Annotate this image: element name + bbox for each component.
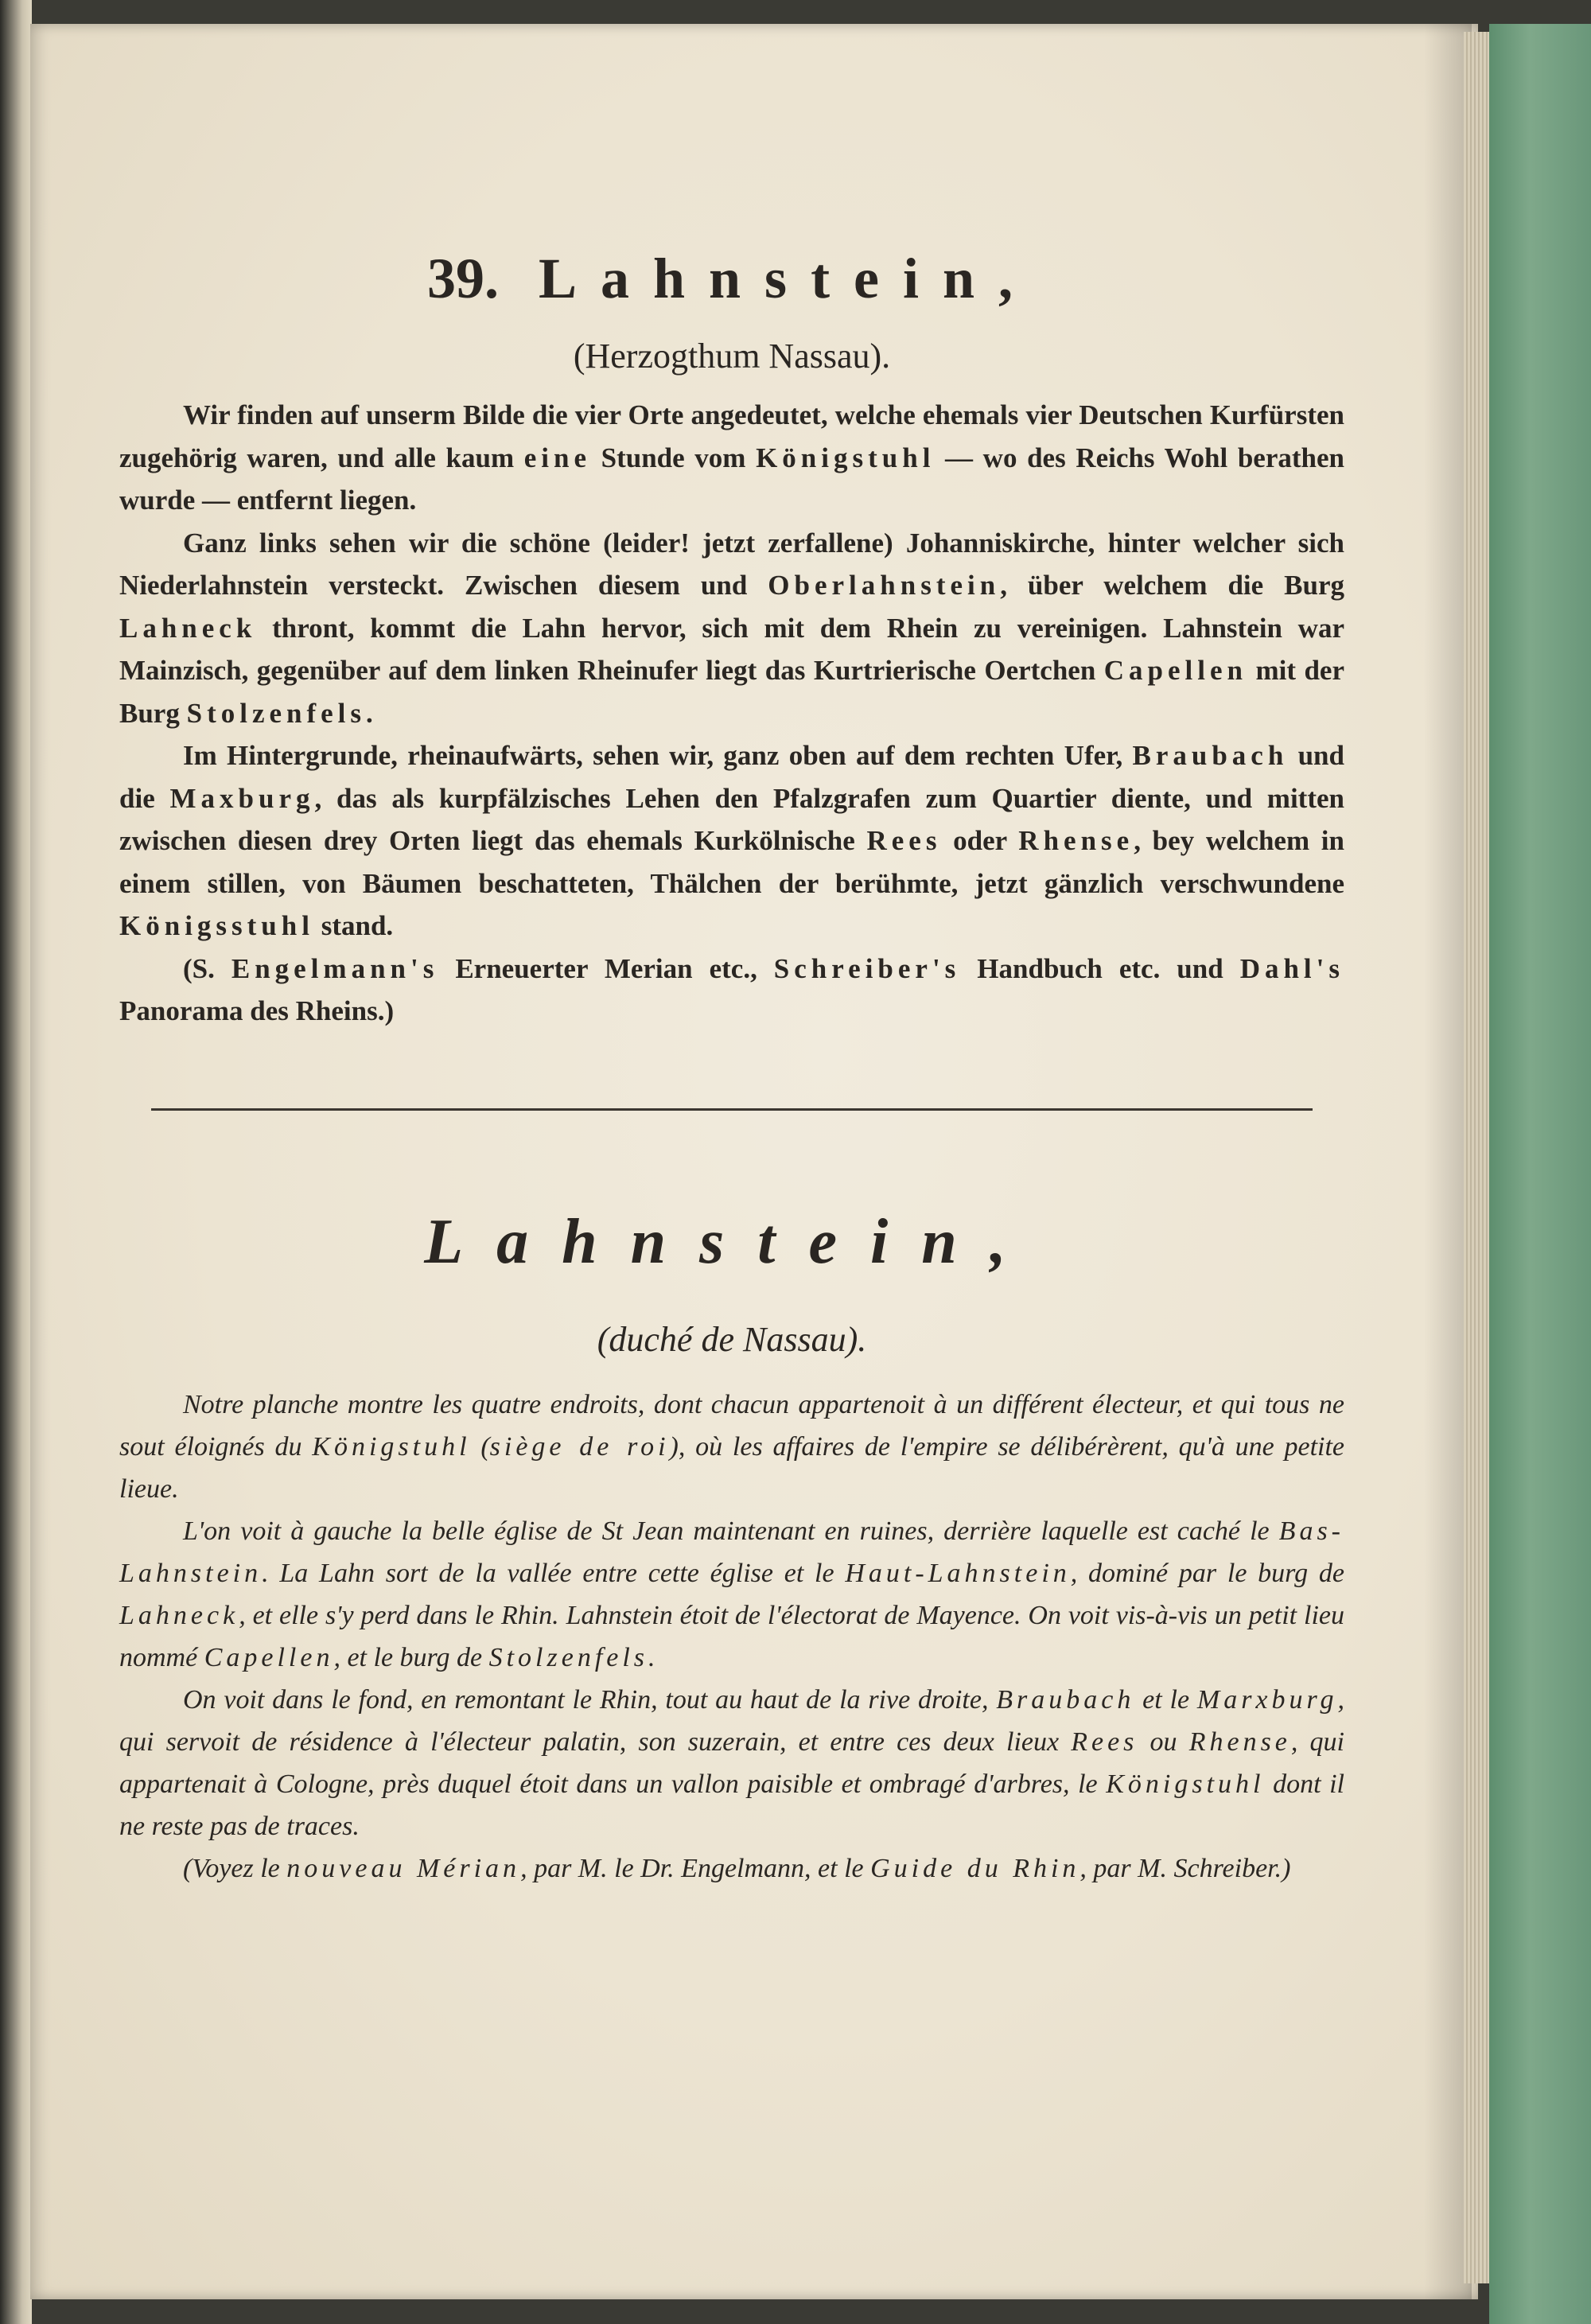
- text-run: — wo des Reichs Wohl berathen wurde — entfernt liegen.: [119, 442, 1344, 516]
- text-run: .: [648, 1642, 655, 1672]
- text-run: et le: [1134, 1684, 1197, 1715]
- text-run: , über welchem die Burg: [1000, 570, 1345, 601]
- spaced-word: Rhense: [1188, 1726, 1291, 1757]
- text-run: ou: [1138, 1726, 1189, 1757]
- spaced-word: Lahneck: [119, 612, 257, 644]
- spaced-word: Haut-Lahnstein: [845, 1558, 1071, 1588]
- spaced-word: Schreiber's: [773, 952, 961, 984]
- text-run: , qui servoit de résidence à l'électeur palatin, son suzerain, et entre ces deux lieux: [119, 1684, 1344, 1757]
- text-run: Stunde vom: [591, 442, 757, 473]
- text-run: thront, kommt die Lahn hervor, sich mit dem Rhein zu vereinigen. Lahnstein war Mainzisch, gegenüber auf dem linken Rheinufer liegt das Kurtrierische Oertchen: [119, 612, 1344, 686]
- text-run: Im Hintergrunde, rheinaufwärts, sehen wir, ganz oben auf dem rechten Ufer,: [183, 740, 1133, 771]
- spaced-word: Königstuhl: [312, 1431, 471, 1462]
- text-run: On voit dans le fond, en remontant le Rhin, tout au haut de la rive droite,: [183, 1684, 997, 1715]
- german-text: [119, 394, 1344, 1033]
- spaced-word: Königsstuhl: [119, 910, 314, 941]
- text-run: Panorama des Rheins.): [119, 995, 395, 1026]
- french-paragraph-1: [119, 1384, 1344, 1510]
- left-page-edge: [0, 0, 32, 2324]
- spaced-word: Braubach: [1132, 740, 1289, 771]
- text-run: (Voyez le: [183, 1853, 287, 1883]
- spaced-word: Maxburg: [169, 782, 315, 814]
- text-run: .: [366, 697, 373, 729]
- text-run: oder: [941, 825, 1019, 856]
- page-edges: [1464, 32, 1492, 2283]
- green-book-cover: [1489, 24, 1591, 2324]
- german-paragraph-3: [119, 734, 1344, 948]
- text-run: L'on voit à gauche la belle église de St Jean maintenant en ruines, derrière laquelle est caché le: [183, 1516, 1279, 1546]
- german-title-text: Lahnstein,: [538, 247, 1037, 310]
- spaced-word: eine: [523, 442, 592, 473]
- text-run: , par M. le Dr. Engelmann, et le: [520, 1853, 871, 1883]
- text-run: ), où les affaires de l'empire se délibérèrent, qu'à une petite lieue.: [119, 1431, 1345, 1504]
- spaced-word: Stolzenfels: [488, 1642, 649, 1672]
- text-run: , par M. Schreiber.): [1079, 1853, 1291, 1883]
- german-paragraph-4: [119, 948, 1344, 1033]
- text-run: , qui appartenait à Cologne, près duquel étoit dans un vallon paisible et ombragé d'arbres, le: [119, 1726, 1344, 1799]
- plate-number: 39.: [426, 247, 499, 310]
- french-title: Lahnstein,: [424, 1206, 1040, 1277]
- spaced-word: Oberlahnstein: [768, 570, 1001, 601]
- text-run: und die: [119, 740, 1344, 814]
- german-title: [119, 239, 1344, 318]
- german-paragraph-1: [119, 394, 1344, 522]
- spaced-word: Stolzenfels: [186, 697, 367, 729]
- spaced-word: Braubach: [996, 1684, 1135, 1715]
- spaced-word: Königstuhl: [756, 442, 936, 473]
- german-paragraph-2: [119, 522, 1344, 735]
- german-subtitle: (Herzogthum Nassau).: [573, 337, 891, 376]
- section-divider: [151, 1108, 1313, 1111]
- text-run: . La Lahn sort de la vallée entre cette église et le: [262, 1558, 846, 1588]
- spaced-word: siège de roi: [489, 1431, 670, 1462]
- text-run: (: [470, 1431, 490, 1462]
- text-run: , et elle s'y perd dans le Rhin. Lahnstein étoit de l'électorat de Mayence. On voit vis-à-vis un petit lieu nommé: [119, 1600, 1344, 1672]
- text-run: Handbuch etc. und: [960, 952, 1240, 984]
- text-run: Erneuerter Merian etc.,: [438, 952, 774, 984]
- text-run: dont il ne reste pas de traces.: [119, 1769, 1344, 1841]
- spaced-word: Capellen: [204, 1642, 334, 1672]
- text-run: , das als kurpfälzisches Lehen den Pfalzgrafen zum Quartier diente, und mitten zwischen diesen drey Orten liegt das ehemals Kurkölnische: [119, 782, 1344, 856]
- text-run: Ganz links sehen wir die schöne (leider! jetzt zerfallene) Johanniskirche, hinter welcher sich Niederlahnstein versteckt. Zwischen diesem und: [119, 527, 1344, 601]
- text-run: Wir finden auf unserm Bilde die vier Orte angedeutet, welche ehemals vier Deutschen Kurfürsten zugehörig waren, und alle kaum: [119, 399, 1344, 473]
- spaced-word: nouveau Mérian: [286, 1853, 521, 1883]
- text-run: (S.: [183, 952, 231, 984]
- text-run: mit der Burg: [119, 655, 1344, 729]
- spaced-word: Guide du Rhin: [870, 1853, 1080, 1883]
- spaced-word: Engelmann's: [231, 952, 439, 984]
- french-paragraph-2: [119, 1510, 1344, 1679]
- text-run: Notre planche montre les quatre endroits, dont chacun appartenoit à un différent électeur, et qui tous ne sout éloignés du: [119, 1389, 1344, 1462]
- spaced-word: Marxburg: [1196, 1684, 1338, 1715]
- page-content: [119, 239, 1344, 1890]
- spaced-word: Rees: [1071, 1726, 1138, 1757]
- text-run: , bey welchem in einem stillen, von Bäumen beschatteten, Thälchen der berühmte, jetzt gänzlich verschwundene: [119, 825, 1344, 899]
- french-paragraph-3: [119, 1679, 1344, 1847]
- french-paragraph-4: [119, 1847, 1344, 1890]
- spaced-word: Rees: [866, 825, 942, 856]
- spaced-word: Dahl's: [1239, 952, 1344, 984]
- spaced-word: Königstuhl: [1106, 1769, 1265, 1799]
- text-run: stand.: [313, 910, 394, 941]
- french-text: [119, 1384, 1344, 1890]
- spaced-word: Lahneck: [119, 1600, 239, 1630]
- text-run: , et le burg de: [333, 1642, 489, 1672]
- french-subtitle: (duché de Nassau).: [597, 1319, 867, 1359]
- spaced-word: Bas-Lahnstein: [119, 1516, 1344, 1588]
- text-run: , dominé par le burg de: [1070, 1558, 1345, 1588]
- spaced-word: Rhense: [1018, 825, 1134, 856]
- spaced-word: Capellen: [1103, 655, 1247, 686]
